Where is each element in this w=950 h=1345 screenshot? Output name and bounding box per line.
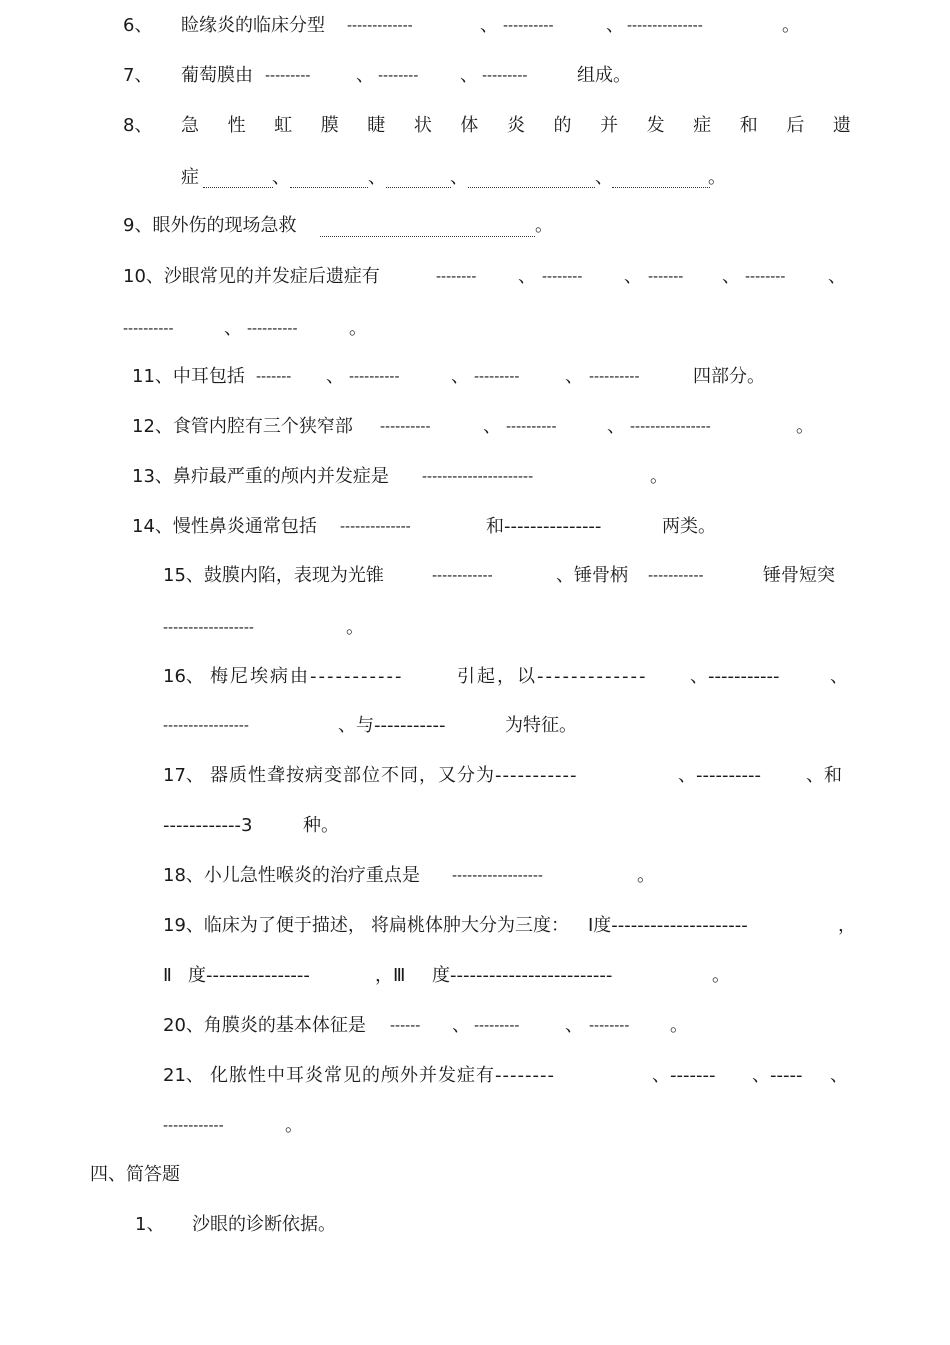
- blank: -------: [648, 269, 684, 285]
- separator: 、: [483, 416, 501, 437]
- question-text: Ⅱ: [163, 965, 172, 986]
- separator: 、: [565, 1015, 583, 1036]
- question-text: 、-----------: [690, 666, 780, 687]
- blank: ----------------------: [422, 469, 534, 485]
- char: 体: [460, 115, 479, 136]
- char: 性: [227, 115, 246, 136]
- period: 。: [670, 1015, 688, 1036]
- char: 发: [646, 115, 665, 136]
- question-text: 、-----: [752, 1065, 803, 1086]
- blank-line: [468, 187, 595, 188]
- question-number: 7、: [123, 65, 153, 86]
- question-number: 21、: [163, 1065, 204, 1086]
- separator: 、: [272, 167, 290, 188]
- blank-line: [203, 187, 273, 188]
- question-number: 6、: [123, 15, 153, 36]
- char: 急: [181, 115, 199, 136]
- separator: 、: [518, 266, 536, 287]
- blank: ----------: [380, 419, 431, 435]
- separator: 、: [607, 416, 625, 437]
- separator: 、: [451, 366, 469, 387]
- section-heading: [90, 1164, 180, 1186]
- blank: ---------: [474, 369, 520, 385]
- question-text: 、和: [806, 765, 842, 786]
- question-text: 15、鼓膜内陷，表现为光锥: [163, 565, 384, 586]
- question-text: 9、眼外伤的现场急救: [123, 215, 297, 236]
- blank: ----------------: [630, 419, 711, 435]
- separator: 、: [460, 65, 478, 86]
- period: 。: [346, 617, 364, 638]
- blank: ----------: [247, 321, 298, 337]
- question-number: 1、: [135, 1214, 165, 1235]
- separator: 、: [356, 65, 374, 86]
- period: 。: [349, 318, 367, 339]
- separator: ，: [838, 915, 856, 936]
- blank-line: [386, 187, 451, 188]
- question-number: 17、: [163, 765, 204, 786]
- separator: 、: [595, 167, 613, 188]
- blank: ------------: [432, 568, 493, 584]
- question-end: 为特征。: [505, 715, 577, 736]
- question-text: 度-------------------------: [432, 965, 613, 986]
- question-text: 葡萄膜由: [181, 65, 253, 86]
- blank: -----------: [648, 568, 704, 584]
- question-text: 将扁桃体肿大分为三度：: [371, 915, 569, 936]
- blank: --------: [589, 1018, 630, 1034]
- question-text: 14、慢性鼻炎通常包括: [132, 516, 317, 537]
- blank: ------------: [163, 1118, 224, 1134]
- separator: 、: [722, 266, 740, 287]
- blank: ------: [390, 1018, 421, 1034]
- separator: 、: [368, 167, 386, 188]
- period: 。: [535, 215, 553, 236]
- char: 膜: [320, 115, 339, 136]
- question-end: 四部分。: [693, 366, 765, 387]
- char: 状: [413, 115, 432, 136]
- blank: ---------------: [627, 18, 703, 34]
- separator: 、: [480, 15, 498, 36]
- blank-line: [612, 187, 710, 188]
- question-text: 19、临床为了便于描述，: [163, 915, 366, 936]
- question-end: 两类。: [662, 516, 716, 537]
- separator: 、: [830, 1065, 848, 1086]
- question-text: 沙眼的诊断依据。: [192, 1214, 336, 1235]
- period: 。: [782, 15, 800, 36]
- separator: 、: [606, 15, 624, 36]
- section-title: 四、简答题: [90, 1164, 180, 1185]
- period: 。: [650, 466, 668, 487]
- separator: 、: [565, 366, 583, 387]
- question-number: 8、: [123, 115, 153, 136]
- blank-line: [290, 187, 368, 188]
- blank: -------------: [347, 18, 413, 34]
- char: 后: [786, 115, 805, 136]
- separator: 、: [450, 167, 468, 188]
- separator: 、: [452, 1015, 470, 1036]
- question-text: 梅尼埃病由-----------: [210, 666, 404, 687]
- char: 并: [600, 115, 619, 136]
- char: 睫: [367, 115, 386, 136]
- question-text: 18、小儿急性喉炎的治疗重点是: [163, 865, 420, 886]
- question-text: Ⅰ度---------------------: [588, 915, 748, 936]
- question-text: 度----------------: [188, 965, 310, 986]
- separator: 、: [624, 266, 642, 287]
- question-text: 、与-----------: [338, 715, 446, 736]
- blank: ----------: [589, 369, 640, 385]
- separator: 、: [830, 666, 848, 687]
- period: 。: [796, 416, 814, 437]
- separator: 、: [828, 266, 846, 287]
- blank: ----------: [349, 369, 400, 385]
- question-mid: 、锤骨柄: [556, 565, 628, 586]
- blank: ------------------: [163, 620, 254, 636]
- char: 症: [693, 115, 712, 136]
- char: 的: [553, 115, 572, 136]
- question-text: 睑缘炎的临床分型: [181, 15, 325, 36]
- blank: --------: [436, 269, 477, 285]
- blank: ------------------: [452, 868, 543, 884]
- question-number: 16、: [163, 666, 204, 687]
- question-text: 症: [181, 167, 199, 188]
- separator: 、: [224, 318, 242, 339]
- question-text: 化脓性中耳炎常见的颅外并发症有--------: [210, 1065, 555, 1086]
- blank: --------------: [340, 519, 411, 535]
- question-text: 11、中耳包括: [132, 366, 245, 387]
- question-text: 10、沙眼常见的并发症后遗症有: [123, 266, 380, 287]
- question-text: 、----------: [678, 765, 761, 786]
- question-text: 器质性聋按病变部位不同，又分为-----------: [210, 765, 578, 786]
- char: 虹: [274, 115, 293, 136]
- blank: ------------3: [163, 815, 253, 836]
- period: 。: [285, 1115, 303, 1136]
- separator: 、: [326, 366, 344, 387]
- period: 。: [637, 865, 655, 886]
- question-mid: 锤骨短突: [763, 565, 835, 586]
- blank: --------: [542, 269, 583, 285]
- blank: ----------: [123, 321, 174, 337]
- blank-line: [320, 236, 535, 237]
- blank: --------: [378, 68, 419, 84]
- question-text-spread: [181, 115, 851, 137]
- blank: ---------: [265, 68, 311, 84]
- question-mid: 和---------------: [486, 516, 602, 537]
- question-text: 、-------: [652, 1065, 716, 1086]
- blank: ----------: [506, 419, 557, 435]
- question-end: 种。: [303, 815, 339, 836]
- question-text: ，Ⅲ: [375, 965, 406, 986]
- char: 炎: [506, 115, 525, 136]
- blank: -----------------: [163, 718, 249, 734]
- question-text: 13、鼻疖最严重的颅内并发症是: [132, 466, 389, 487]
- period: 。: [708, 167, 726, 188]
- blank: --------: [745, 269, 786, 285]
- char: 遗: [832, 115, 851, 136]
- question-end: 组成。: [577, 65, 631, 86]
- blank: ---------: [482, 68, 528, 84]
- blank: ----------: [503, 18, 554, 34]
- blank: ---------: [474, 1018, 520, 1034]
- period: 。: [712, 965, 730, 986]
- char: 和: [739, 115, 758, 136]
- blank: -------: [256, 369, 292, 385]
- question-text: 引起，以-------------: [457, 666, 648, 687]
- question-text: 12、食管内腔有三个狭窄部: [132, 416, 353, 437]
- question-text: 20、角膜炎的基本体征是: [163, 1015, 366, 1036]
